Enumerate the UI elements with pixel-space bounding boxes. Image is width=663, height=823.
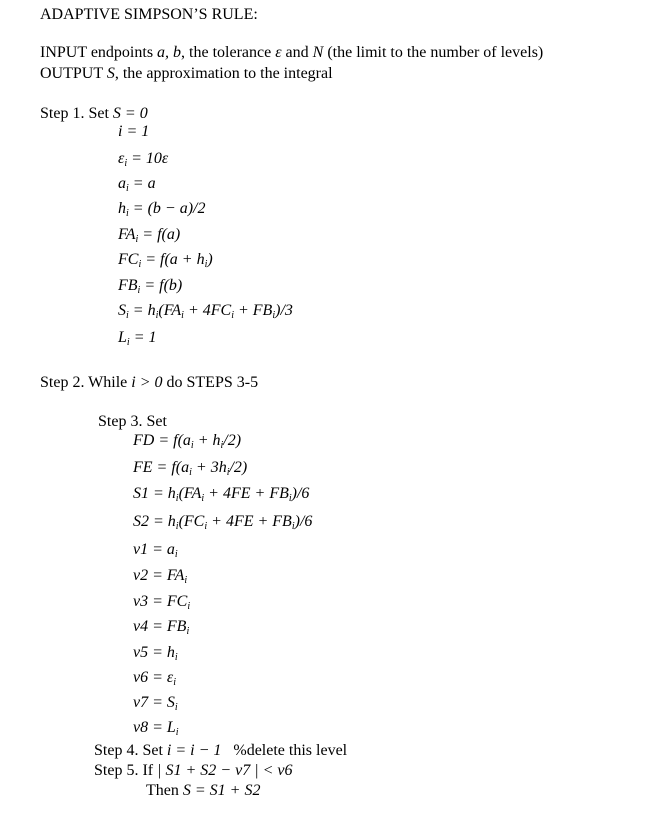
step3-line-10: $v6 = \varepsilon_i$: [133, 669, 176, 688]
step3-line-7: $v3 = FC_i$: [133, 593, 191, 612]
step5-label: Step 5. If: [94, 762, 154, 779]
input-mid: , the tolerance: [181, 44, 272, 61]
step1-line-5: $FA_i = f(a)$: [118, 226, 181, 245]
output-s: S: [106, 65, 115, 82]
input-line: [40, 43, 543, 63]
step3-heading: [98, 412, 167, 432]
step3-line-1: FD = $f(a_i + h_i/2)$: [133, 432, 242, 451]
step2-label: Step 2. While: [40, 374, 128, 391]
step3-label: Step 3. Set: [98, 413, 167, 430]
input-n: N: [312, 44, 324, 61]
input-suffix: (the limit to the number of levels): [327, 44, 544, 61]
step1-line-6: $FC_i = f(a + h_i)$: [118, 251, 213, 270]
step4-expr: i = i − 1: [166, 742, 222, 759]
step1-line-7: $FB_i = f(b)$: [118, 277, 183, 296]
step4-label: Step 4. Set: [94, 742, 163, 759]
input-eps: ε: [275, 44, 282, 61]
step1-line-4: $h_i = (b - a)/2$: [118, 200, 206, 219]
step3-line-6: $v2 = FA_i$: [133, 567, 188, 586]
step1-heading: [40, 104, 148, 124]
step3-line-5: $v1 = a_i$: [133, 541, 178, 560]
step4-line: [94, 741, 347, 761]
step3-line-12: $v8 = L_i$: [133, 719, 179, 738]
step1-line-1: i = 1: [118, 123, 150, 140]
step4-comment: %delete this level: [233, 742, 348, 759]
step1-label: Step 1. Set: [40, 105, 109, 122]
input-vars: a, b: [157, 44, 182, 61]
step1-line-2: $\varepsilon_i = 10\varepsilon$: [118, 150, 169, 169]
step2-line: [40, 373, 258, 393]
step5-then-line: [146, 781, 260, 801]
step1-line-8: $S_i = h_i(FA_i + 4FC_i + FB_i)/3$: [118, 302, 293, 321]
output-prefix: OUTPUT: [40, 65, 103, 82]
step3-line-3: $S1 = h_i(FA_i + 4FE + FB_i)/6$: [133, 485, 310, 504]
input-prefix: INPUT endpoints: [40, 44, 154, 61]
step5-line: [94, 761, 293, 781]
step1-line-3: $a_i = a$: [118, 175, 156, 194]
input-and: and: [285, 44, 309, 61]
step3-line-8: $v4 = FB_i$: [133, 618, 190, 637]
step1-first: S = 0: [112, 105, 148, 122]
output-suffix: , the approximation to the integral: [114, 65, 333, 82]
step1-line-9: $L_i = 1$: [118, 329, 157, 348]
step3-line-9: $v5 = h_i$: [133, 644, 178, 663]
step3-line-2: FE = $f(a_i + 3h_i/2)$: [133, 459, 248, 478]
step2-suffix: do STEPS 3-5: [166, 374, 259, 391]
step3-line-4: $S2 = h_i(FC_i + 4FE + FB_i)/6$: [133, 513, 313, 532]
then-label: Then: [146, 782, 179, 799]
step3-line-11: $v7 = S_i$: [133, 694, 178, 713]
step5-expr: | S1 + S2 − v7 | < v6: [157, 762, 293, 779]
page-title: [40, 5, 258, 25]
title-text: ADAPTIVE SIMPSON’S RULE:: [40, 6, 258, 23]
then-expr: S = S1 + S2: [182, 782, 261, 799]
step2-cond: i > 0: [131, 374, 163, 391]
output-line: [40, 64, 333, 84]
